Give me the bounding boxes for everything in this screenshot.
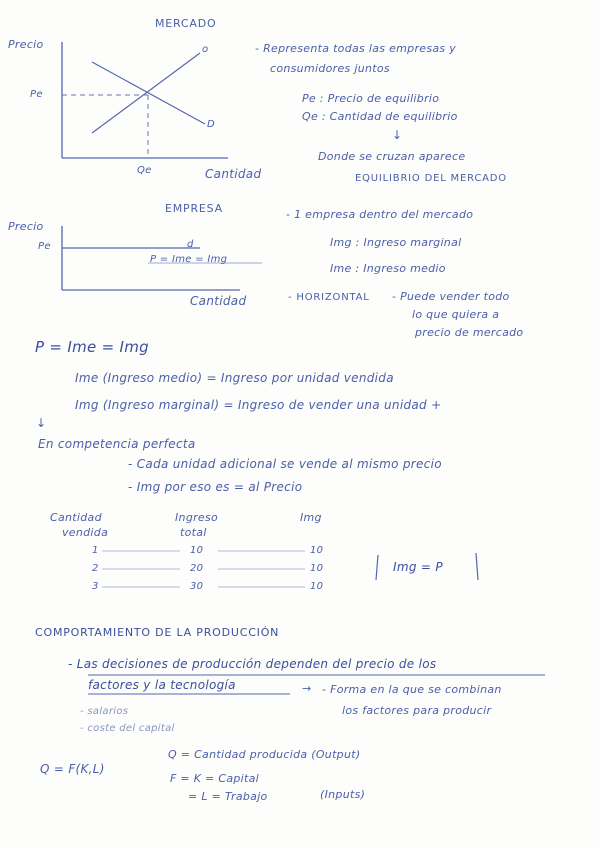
table-cell: 1 [92, 545, 99, 556]
production-function: Q = F(K,L) [40, 762, 105, 776]
inputs-label: (Inputs) [320, 788, 366, 801]
produccion-sub-2: - coste del capital [80, 723, 175, 734]
table-cell: 30 [190, 581, 204, 592]
table-cell: 10 [310, 545, 324, 556]
produccion-line-1: - Las decisiones de producción dependen del precio de los [68, 657, 437, 671]
mercado-qe-label: Qe [137, 165, 152, 176]
main-formula: P = Ime = Img [35, 338, 149, 356]
mercado-qe-definition: Qe : Cantidad de equilibrio [302, 110, 458, 123]
table-cell: 2 [92, 563, 99, 574]
produccion-arrow: → [302, 682, 312, 695]
mercado-pe-definition: Pe : Precio de equilibrio [302, 92, 440, 105]
empresa-horizontal-note-1: - Puede vender todo [392, 290, 510, 303]
q-definition: Q = Cantidad producida (Output) [168, 748, 361, 761]
mercado-demand-label: D [207, 119, 216, 130]
produccion-line-2b: - Forma en la que se combinan [322, 683, 502, 696]
mercado-note-3: Donde se cruzan aparece [318, 150, 466, 163]
mercado-note-4: EQUILIBRIO DEL MERCADO [355, 173, 507, 184]
empresa-img-definition: Img : Ingreso marginal [330, 236, 462, 249]
empresa-axis-x-label: Cantidad [190, 294, 247, 308]
ime-definition: Ime (Ingreso medio) = Ingreso por unidad vendida [75, 371, 394, 385]
empresa-line-label: P = Ime = Img [150, 254, 228, 265]
competition-heading: En competencia perfecta [38, 437, 196, 451]
table-cell: 10 [310, 563, 324, 574]
box-left-bracket [376, 555, 378, 580]
empresa-title: EMPRESA [165, 202, 223, 215]
table-cell: 10 [190, 545, 204, 556]
produccion-line-2: factores y la tecnología [88, 678, 236, 692]
table-cell: 3 [92, 581, 99, 592]
competition-bullet-2: - Img por eso es = al Precio [128, 480, 303, 494]
empresa-horizontal: - HORIZONTAL [288, 292, 370, 303]
mercado-pe-label: Pe [30, 89, 43, 100]
img-definition: Img (Ingreso marginal) = Ingreso de vender una unidad + [75, 398, 442, 412]
empresa-ime-definition: Ime : Ingreso medio [330, 262, 446, 275]
produccion-line-3: los factores para producir [342, 704, 492, 717]
table-cell: 20 [190, 563, 204, 574]
table-cell: 10 [310, 581, 324, 592]
table-header-ingreso: Ingreso [175, 511, 219, 524]
mercado-title: MERCADO [155, 17, 217, 30]
empresa-horizontal-note-3: precio de mercado [415, 326, 524, 339]
produccion-title: COMPORTAMIENTO DE LA PRODUCCIÓN [35, 626, 280, 639]
f-definition: F = K = Capital [170, 772, 260, 785]
empresa-pe-label: Pe [38, 241, 51, 252]
mercado-supply-label: o [202, 44, 209, 55]
table-header-img: Img [300, 511, 322, 524]
mercado-axis-y-label: Precio [8, 38, 44, 51]
empresa-axis-y-label: Precio [8, 220, 44, 233]
empresa-horizontal-note-2: lo que quiera a [412, 308, 500, 321]
table-header-cantidad: Cantidad [50, 511, 102, 524]
mercado-arrow: ↓ [392, 128, 403, 142]
competition-arrow: ↓ [36, 416, 47, 430]
empresa-demand-label: d [187, 239, 194, 250]
mercado-note-1: - Representa todas las empresas y [255, 42, 457, 55]
competition-bullet-1: - Cada unidad adicional se vende al mismo precio [128, 457, 442, 471]
img-equals-p-box: Img = P [393, 560, 443, 574]
mercado-note-2: consumidores juntos [270, 62, 390, 75]
table-header-total: total [180, 526, 207, 539]
produccion-sub-1: - salarios [80, 706, 129, 717]
box-right-bracket [476, 553, 478, 580]
mercado-supply-curve [92, 53, 200, 133]
mercado-axis-x-label: Cantidad [205, 167, 262, 181]
empresa-note-1: - 1 empresa dentro del mercado [286, 208, 474, 221]
l-definition: = L = Trabajo [188, 790, 268, 803]
table-header-vendida: vendida [62, 526, 109, 539]
